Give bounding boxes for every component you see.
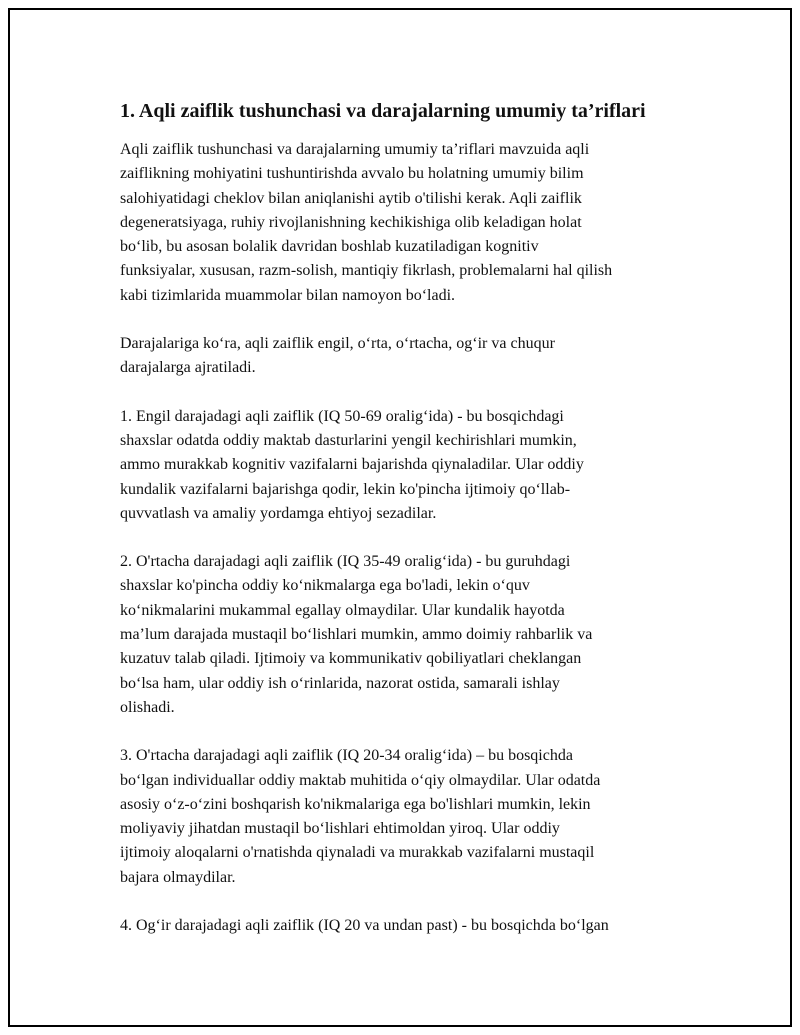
- section-heading: 1. Aqli zaiflik tushunchasi va darajalarning umumiy ta’riflari: [120, 100, 646, 122]
- text-line: 2. O'rtacha darajadagi aqli zaiflik (IQ 35-49 oralig‘ida) - bu guruhdagi: [120, 553, 571, 571]
- text-line: kundalik vazifalarni bajarishga qodir, lekin ko'pincha ijtimoiy qo‘llab-: [120, 480, 571, 498]
- text-line: moliyaviy jihatdan mustaqil bo‘lishlari ehtimoldan yiroq. Ular oddiy: [120, 820, 560, 838]
- page-frame: [8, 8, 792, 1027]
- text-line: shaxslar odatda oddiy maktab dasturlarini yengil kechirishlari mumkin,: [120, 431, 577, 449]
- document-body: [120, 98, 710, 962]
- text-line: ijtimoiy aloqalarni o'rnatishda qiynaladi va murakkab vazifalarni mustaqil: [120, 844, 595, 862]
- text-line: bo‘lsa ham, ular oddiy ish o‘rinlarida, nazorat ostida, samarali ishlay: [120, 674, 560, 692]
- severe-level-paragraph: [120, 744, 710, 890]
- text-line: olishadi.: [120, 698, 175, 716]
- text-line: ko‘nikmalarini mukammal egallay olmaydilar. Ular kundalik hayotda: [120, 601, 565, 619]
- text-line: ammo murakkab kognitiv vazifalarni bajarishda qiynaladilar. Ular oddiy: [120, 456, 584, 474]
- moderate-level-paragraph: [120, 550, 710, 720]
- text-line: Aqli zaiflik tushunchasi va darajalarning umumiy ta’riflari mavzuida aqli: [120, 141, 590, 158]
- text-line: darajalarga ajratiladi.: [120, 359, 256, 377]
- text-line: kabi tizimlarida muammolar bilan namoyon bo‘ladi.: [120, 286, 456, 304]
- text-line: 4. Og‘ir darajadagi aqli zaiflik (IQ 20 va undan past) - bu bosqichda bo‘lgan: [120, 917, 609, 935]
- text-line: zaiflikning mohiyatini tushuntirishda avvalo bu holatning umumiy bilim: [120, 165, 584, 183]
- text-line: bo‘lgan individuallar oddiy maktab muhitida o‘qiy olmaydilar. Ular odatda: [120, 771, 601, 789]
- mild-level-paragraph: [120, 405, 710, 526]
- text-line: funksiyalar, xususan, razm-solish, mantiqiy fikrlash, problemalarni hal qilish: [120, 262, 613, 280]
- text-line: degeneratsiyaga, ruhiy rivojlanishning kechikishiga olib keladigan holat: [120, 213, 582, 231]
- text-line: ma’lum darajada mustaqil bo‘lishlari mumkin, ammo doimiy rahbarlik va: [120, 626, 593, 644]
- text-line: 1. Engil darajadagi aqli zaiflik (IQ 50-69 oralig‘ida) - bu bosqichdagi: [120, 407, 564, 425]
- text-line: shaxslar ko'pincha oddiy ko‘nikmalarga ega bo'ladi, lekin o‘quv: [120, 577, 530, 595]
- text-line: salohiyatidagi cheklov bilan aniqlanishi aytib o'tilishi kerak. Aqli zaiflik: [120, 189, 582, 207]
- text-line: quvvatlash va amaliy yordamga ehtiyoj sezadilar.: [120, 504, 437, 522]
- profound-level-paragraph: [120, 914, 710, 938]
- levels-paragraph: [120, 332, 710, 381]
- intro-paragraph: [120, 138, 710, 308]
- text-line: bo‘lib, bu asosan bolalik davridan boshlab kuzatiladigan kognitiv: [120, 238, 539, 256]
- text-line: Darajalariga ko‘ra, aqli zaiflik engil, o‘rta, o‘rtacha, og‘ir va chuqur: [120, 335, 555, 353]
- text-line: 3. O'rtacha darajadagi aqli zaiflik (IQ 20-34 oralig‘ida) – bu bosqichda: [120, 747, 573, 765]
- text-line: asosiy o‘z-o‘zini boshqarish ko'nikmalariga ega bo'lishlari mumkin, lekin: [120, 795, 591, 813]
- text-line: bajara olmaydilar.: [120, 868, 236, 886]
- text-line: kuzatuv talab qiladi. Ijtimoiy va kommunikativ qobiliyatlari cheklangan: [120, 650, 582, 668]
